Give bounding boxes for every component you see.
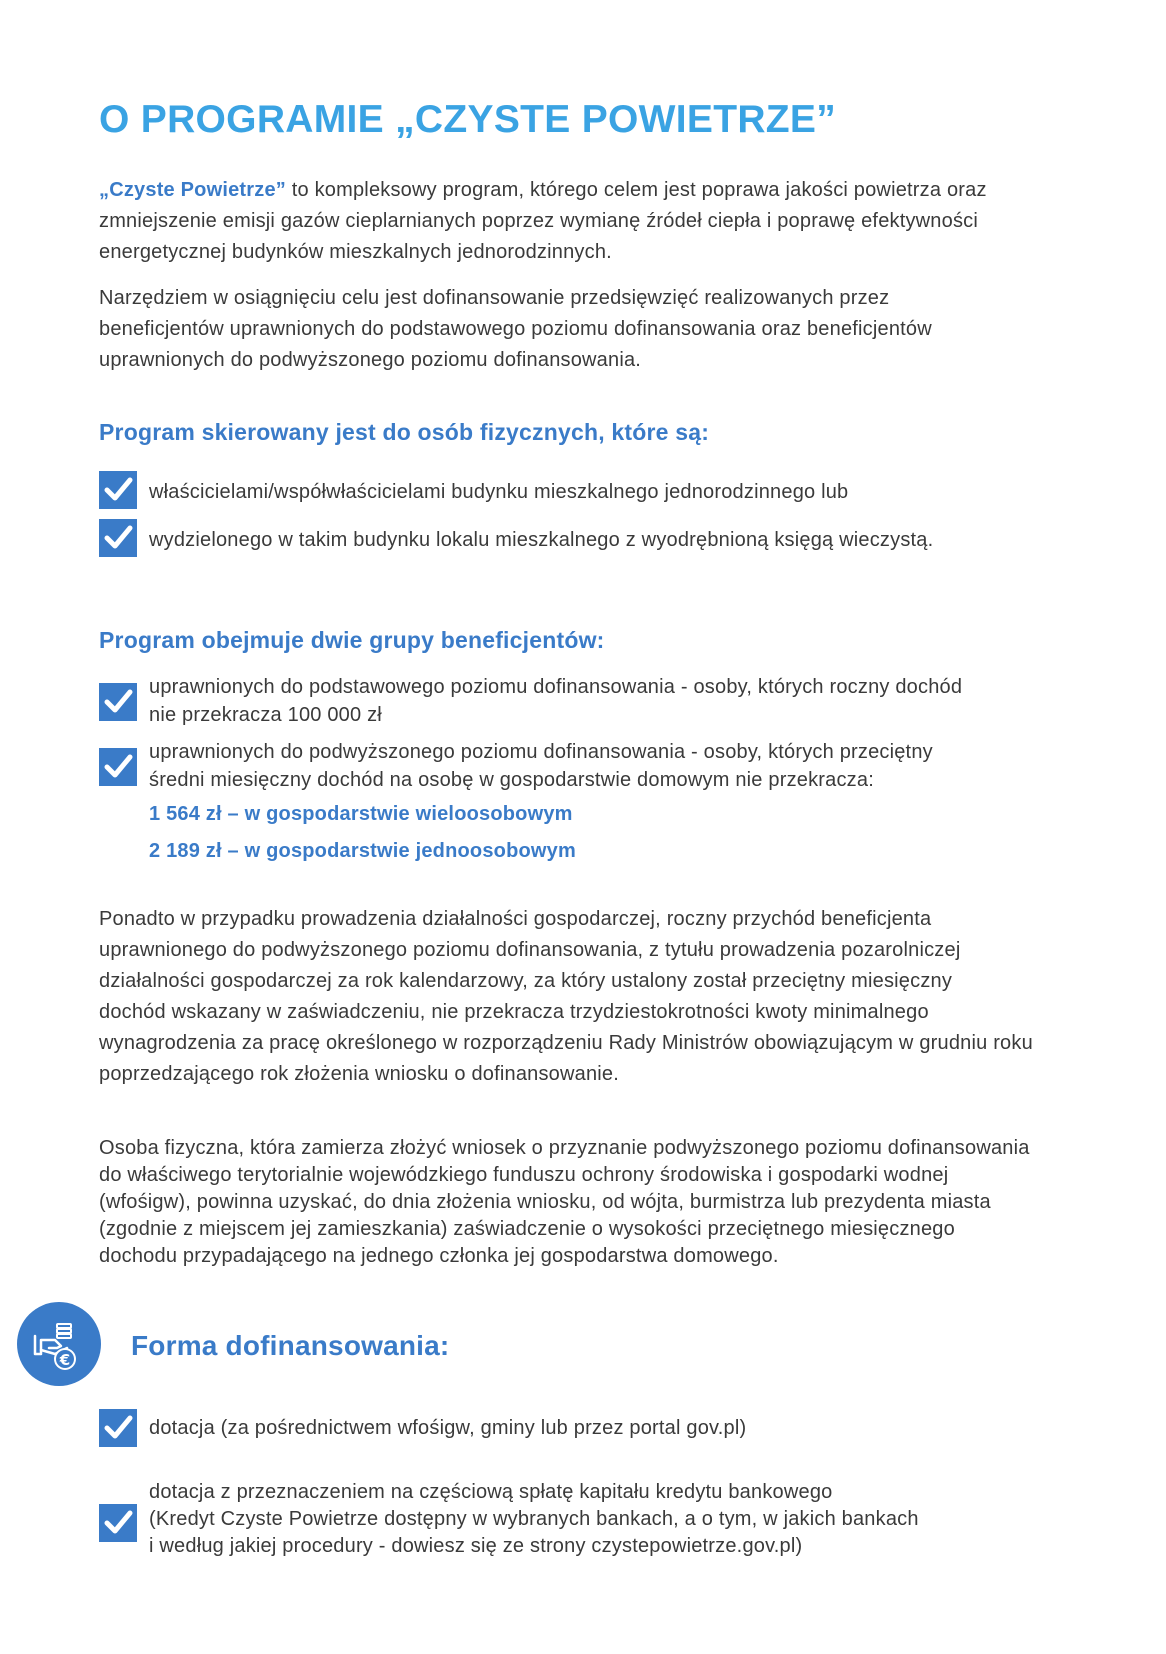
paragraph-line: Ponadto w przypadku prowadzenia działalności gospodarczej, roczny przychód beneficjenta	[99, 908, 932, 930]
paragraph-line: (wfośigw), powinna uzyskać, do dnia złożenia wniosku, od wójta, burmistrza lub prezydenta miasta	[99, 1191, 991, 1213]
paragraph-line: (zgodnie z miejscem jej zamieszkania) zaświadczenie o wysokości przeciętnego miesięcznego	[99, 1218, 955, 1240]
list-item-increased-level	[149, 738, 1079, 794]
checkbox-checked-icon	[99, 748, 137, 786]
list-item-line: i według jakiej procedury - dowiesz się ze strony czystepowietrze.gov.pl)	[149, 1535, 803, 1557]
list-item-line: średni miesięczny dochód na osobę w gospodarstwie domowym nie przekracza:	[149, 769, 874, 791]
list-item-line: uprawnionych do podwyższonego poziomu dofinansowania - osoby, których przeciętny	[149, 741, 933, 763]
list-item: wydzielonego w takim budynku lokalu mieszkalnego z wyodrębnioną księgą wieczystą.	[149, 529, 934, 551]
paragraph-line: poprzedzającego rok złożenia wniosku o dofinansowanie.	[99, 1063, 620, 1085]
section-heading-funding-form: Forma dofinansowania:	[131, 1330, 450, 1361]
list-item-line: dotacja z przeznaczeniem na częściową spłatę kapitału kredytu bankowego	[149, 1481, 833, 1503]
svg-text:€: €	[59, 1351, 71, 1369]
intro-line-2: zmniejszenie emisji gazów cieplarnianych poprzez wymianę źródeł ciepła i poprawę efektywności	[99, 210, 979, 232]
paragraph-line: dochodu przypadającego na jednego członka jej gospodarstwa domowego.	[99, 1245, 779, 1267]
income-threshold-single: 2 189 zł – w gospodarstwie jednoosobowym	[149, 840, 576, 862]
paragraph-line: do właściwego terytorialnie wojewódzkiego funduszu ochrony środowiska i gospodarki wodnej	[99, 1164, 949, 1186]
paragraph-line: Narzędziem w osiągnięciu celu jest dofinansowanie przedsięwzięć realizowanych przez	[99, 287, 890, 309]
certificate-paragraph	[99, 1135, 1089, 1270]
paragraph-line: wynagrodzenia za pracę określonego w rozporządzeniu Rady Ministrów obowiązującym w grudniu roku	[99, 1032, 1033, 1054]
checkbox-checked-icon	[99, 683, 137, 721]
list-item-loan-grant	[149, 1479, 1079, 1560]
list-item: właścicielami/współwłaścicielami budynku mieszkalnego jednorodzinnego lub	[149, 481, 849, 503]
program-name: „Czyste Powietrze”	[99, 179, 286, 201]
business-income-paragraph	[99, 904, 1089, 1090]
paragraph-line: uprawnionego do podwyższonego poziomu dofinansowania, z tytułu prowadzenia pozarolniczej	[99, 939, 961, 961]
checkbox-checked-icon	[99, 1409, 137, 1447]
list-item-line: nie przekracza 100 000 zł	[149, 704, 382, 726]
section-heading-target: Program skierowany jest do osób fizycznych, które są:	[99, 419, 710, 445]
hand-money-euro-icon	[17, 1302, 101, 1386]
section-heading-beneficiaries: Program obejmuje dwie grupy beneficjentów:	[99, 627, 605, 653]
intro-paragraph	[99, 175, 1089, 268]
page-title: O PROGRAMIE „CZYSTE POWIETRZE”	[99, 98, 837, 141]
intro-line-1: to kompleksowy program, którego celem jest poprawa jakości powietrza oraz	[286, 179, 987, 201]
paragraph-line: Osoba fizyczna, która zamierza złożyć wniosek o przyznanie podwyższonego poziomu dofinansowania	[99, 1137, 1030, 1159]
checkbox-checked-icon	[99, 471, 137, 509]
paragraph-line: beneficjentów uprawnionych do podstawowego poziomu dofinansowania oraz beneficjentów	[99, 318, 932, 340]
checkbox-checked-icon	[99, 519, 137, 557]
intro-line-3: energetycznej budynków mieszkalnych jednorodzinnych.	[99, 241, 612, 263]
paragraph-line: działalności gospodarczej za rok kalendarzowy, za który ustalony został przeciętny miesięczny	[99, 970, 953, 992]
list-item-line: uprawnionych do podstawowego poziomu dofinansowania - osoby, których roczny dochód	[149, 676, 963, 698]
list-item-grant: dotacja (za pośrednictwem wfośigw, gminy lub przez portal gov.pl)	[149, 1417, 747, 1439]
list-item-basic-level	[149, 673, 1079, 729]
checkbox-checked-icon	[99, 1504, 137, 1542]
paragraph-line: dochód wskazany w zaświadczeniu, nie przekracza trzydziestokrotności kwoty minimalnego	[99, 1001, 929, 1023]
paragraph-line: uprawnionych do podwyższonego poziomu dofinansowania.	[99, 349, 642, 371]
tool-paragraph	[99, 283, 1089, 376]
income-threshold-multi: 1 564 zł – w gospodarstwie wieloosobowym	[149, 803, 573, 825]
list-item-line: (Kredyt Czyste Powietrze dostępny w wybranych bankach, a o tym, w jakich bankach	[149, 1508, 919, 1530]
